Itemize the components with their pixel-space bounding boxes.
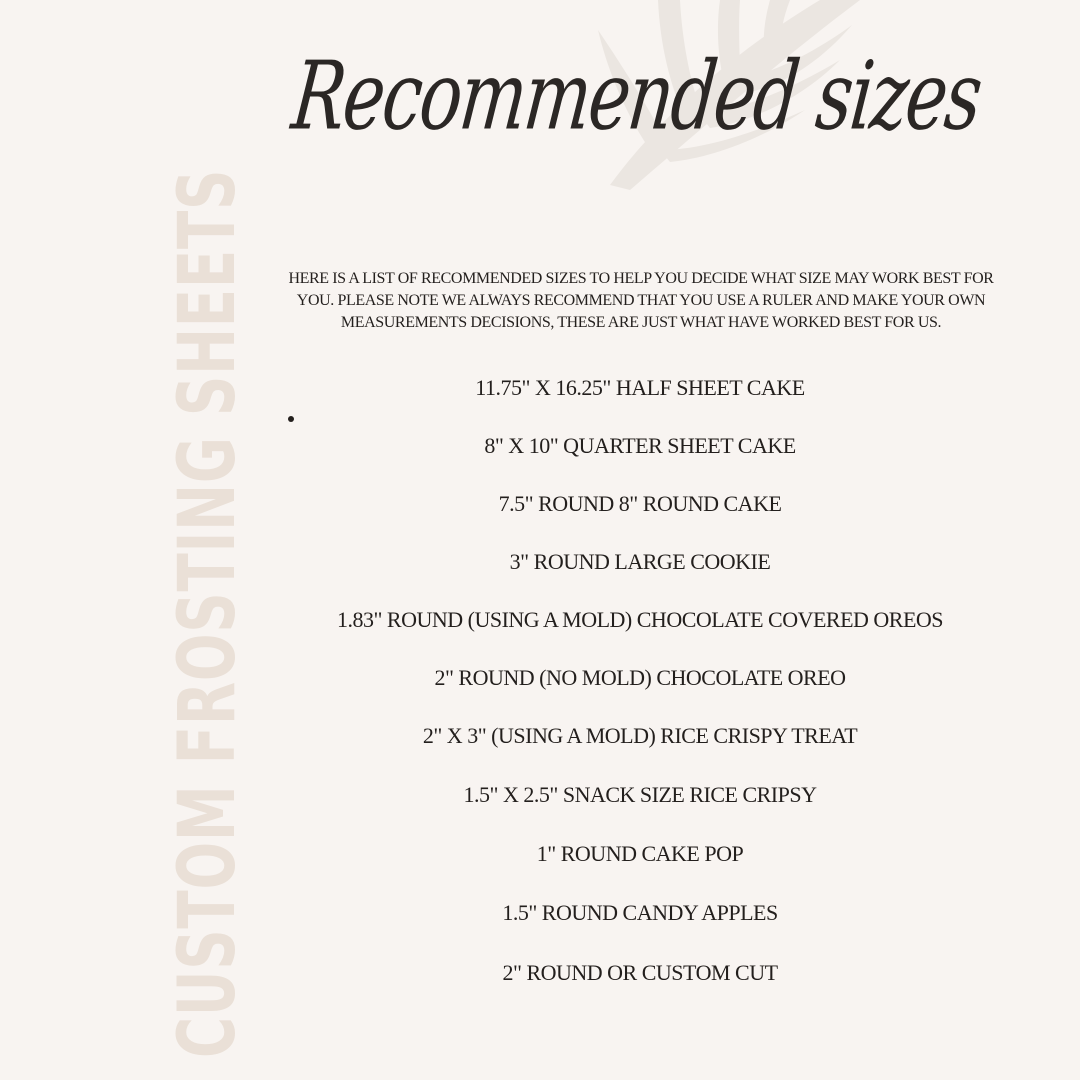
size-item-custom-cut: 2" ROUND OR CUSTOM CUT <box>502 960 778 985</box>
size-item-cake-pop: 1" ROUND CAKE POP <box>536 841 744 866</box>
size-item-covered-oreos: 1.83" ROUND (USING A MOLD) CHOCOLATE COVERED OREOS <box>336 607 944 632</box>
size-list <box>300 0 980 1080</box>
size-item-chocolate-oreo: 2" ROUND (NO MOLD) CHOCOLATE OREO <box>434 665 846 690</box>
size-item-rice-crispy-treat: 2" X 3" (USING A MOLD) RICE CRISPY TREAT <box>422 723 858 748</box>
size-item-round-cake: 7.5" ROUND 8" ROUND CAKE <box>498 491 782 516</box>
size-item-snack-rice-crispy: 1.5" X 2.5" SNACK SIZE RICE CRIPSY <box>463 782 817 807</box>
intro-text: HERE IS A LIST OF RECOMMENDED SIZES TO HELP YOU DECIDE WHAT SIZE MAY WORK BEST FOR YOU. PLEASE NOTE WE ALWAYS RECOMMEND THAT YOU USE A RULER AND MAKE YOUR OWN MEASUREMENTS DECISIONS, THESE ARE JUST WHAT HAVE WORKED BEST FOR US. <box>288 270 994 331</box>
size-item-quarter-sheet: 8" X 10" QUARTER SHEET CAKE <box>484 433 796 458</box>
size-item-half-sheet: 11.75" X 16.25" HALF SHEET CAKE <box>475 375 805 400</box>
bullet-dot <box>288 416 294 422</box>
side-label-container <box>163 168 253 1058</box>
page-title: Recommended sizes <box>287 40 986 152</box>
size-item-large-cookie: 3" ROUND LARGE COOKIE <box>509 549 771 574</box>
size-item-candy-apples: 1.5" ROUND CANDY APPLES <box>502 900 778 925</box>
side-label-text: CUSTOM FROSTING SHEETS <box>163 168 253 1058</box>
side-label <box>163 168 253 1058</box>
